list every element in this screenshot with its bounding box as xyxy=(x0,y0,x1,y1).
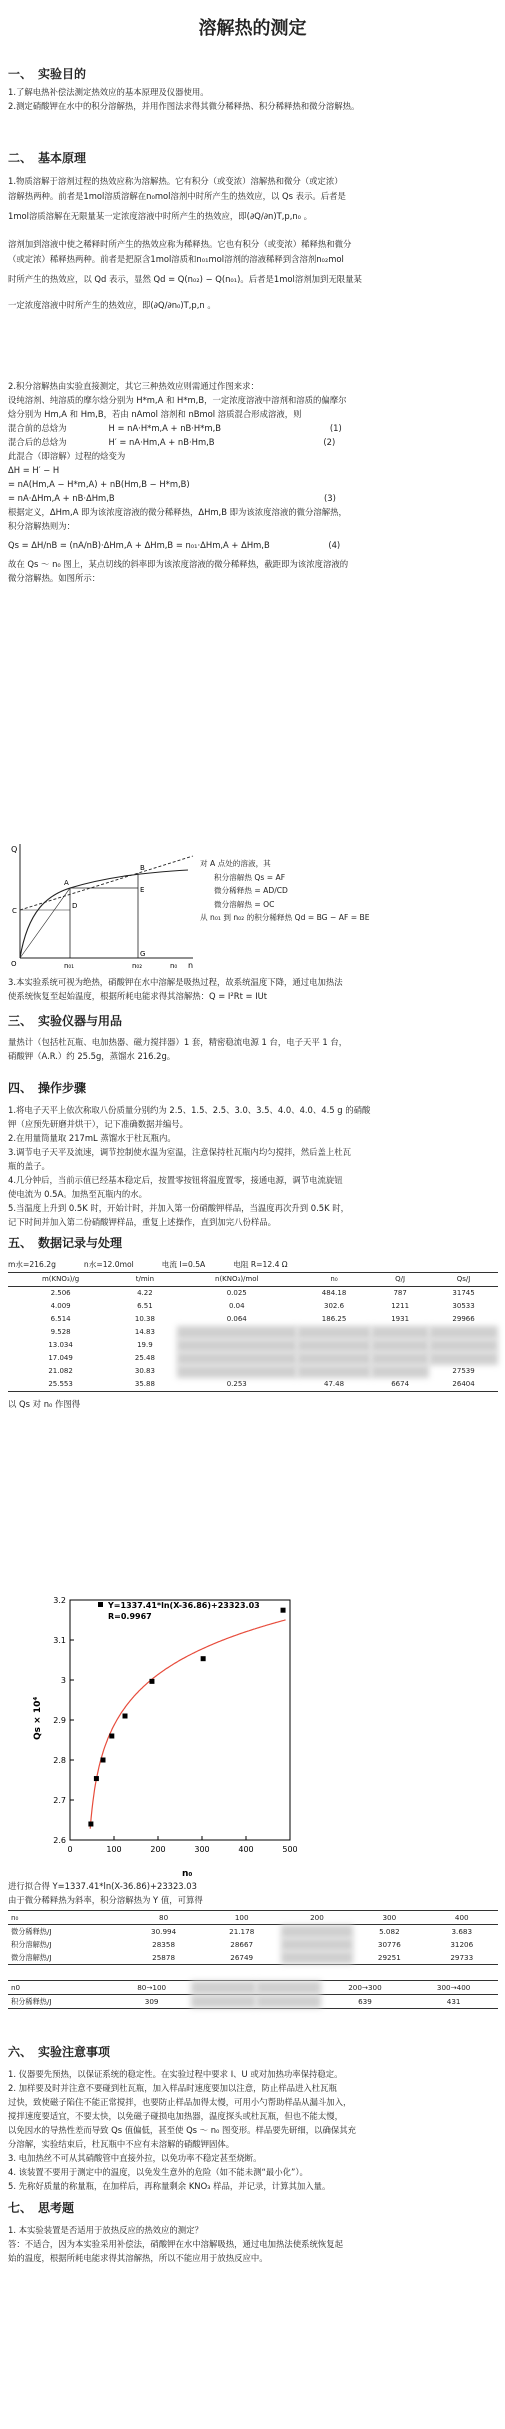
procedure-line: 使电流为 0.5A。加热至瓦瓶内的水。 xyxy=(8,1189,147,1199)
table-cell: 0.025 xyxy=(226,1289,247,1297)
table-cell: 4.22 xyxy=(137,1289,153,1297)
procedure-line: 3.调节电子天平及流速，调节控制使水温为室温，注意保持杜瓦瓶内均匀搅拌，然后盖上杜瓦 xyxy=(8,1147,351,1157)
table-cell: 0.04 xyxy=(228,1302,245,1310)
column-header: 200→300 xyxy=(348,1983,382,1992)
table-cell xyxy=(281,1951,353,1965)
table-cell: 0.064 xyxy=(226,1315,247,1323)
chord-oa xyxy=(20,888,70,958)
table-cell: 17.049 xyxy=(48,1354,73,1362)
notes-line: 3. 电加热丝不可从其硝酸管中直接外拉，以免功率不稳定甚至烧断。 xyxy=(8,2153,262,2163)
diagram-label-b: B xyxy=(140,864,145,872)
tangent-line xyxy=(20,856,193,910)
principle-line: ΔH = H′ − H xyxy=(8,465,60,475)
table-row xyxy=(8,1339,498,1352)
x-tick-label: 0 xyxy=(67,1845,73,1854)
measurement-conditions xyxy=(8,1258,498,1271)
notes-line: 1. 仪器要先预热，以保证系统的稳定性。在实验过程中要求 I、U 或对加热功率保持稳定。 xyxy=(8,2069,343,2079)
table-cell: 26404 xyxy=(452,1380,475,1388)
column-header: 100 xyxy=(234,1913,249,1922)
table-cell: 26749 xyxy=(230,1953,254,1962)
section-heading-purpose: 一、 实验目的 xyxy=(8,67,87,81)
table-cell: 431 xyxy=(446,1997,461,2006)
diagram-label-e: E xyxy=(140,886,145,894)
column-header: 200 xyxy=(310,1913,324,1922)
y-tick-label: 3.2 xyxy=(53,1596,66,1605)
column-header: Q/J xyxy=(395,1275,406,1283)
principle-line: 积分溶解热则为： xyxy=(8,521,75,531)
notes-line: 以免因水的导热性差而导致 Qs 值偏低，甚至使 Qs ～ n₀ 图变形。样品要先研细，以确保其充 xyxy=(8,2125,357,2135)
table-cell xyxy=(177,1365,297,1378)
principle-line: 设纯溶剂、纯溶质的摩尔焓分别为 H*m,A 和 H*m,B，一定浓度溶液中溶剂和溶质的偏摩尔 xyxy=(8,395,347,405)
table-cell: 484.18 xyxy=(321,1289,347,1297)
table-row xyxy=(8,1925,498,1939)
instruments-line: 量热计（包括杜瓦瓶、电加热器、磁力搅拌器）1 套，精密稳流电源 1 台，电子天平 1 台， xyxy=(8,1037,348,1047)
table-cell: 21.178 xyxy=(229,1927,255,1936)
condition-resistance: 电阻 R=12.4 Ω xyxy=(233,1260,288,1269)
chart-y-label: Qs × 10⁴ xyxy=(33,1696,43,1740)
table-cell: 积分稀释热/J xyxy=(11,1997,52,2006)
diagram-label-n01: n₀₁ xyxy=(64,962,75,970)
x-tick-label: 200 xyxy=(150,1845,166,1854)
table-cell xyxy=(177,1326,297,1339)
notes-line: 分溶解，实验结束后，杜瓦瓶中不应有未溶解的硝酸钾固体。 xyxy=(8,2139,235,2149)
table-row xyxy=(8,1300,498,1313)
legend-marker xyxy=(98,1602,103,1607)
table-cell: 微分稀释热/J xyxy=(11,1927,52,1936)
table-header-row xyxy=(8,1273,498,1287)
table-cell: 3.683 xyxy=(451,1927,473,1936)
column-header: 400 xyxy=(454,1913,469,1922)
x-tick-label: 300 xyxy=(194,1845,210,1854)
y-tick-label: 3.1 xyxy=(53,1636,66,1645)
procedure-line: 4.几分钟后，当前示值已经基本稳定后，按置零按钮将温度置零，接通电源，调节电流旋钮 xyxy=(8,1175,343,1185)
column-header: 80→100 xyxy=(137,1983,167,1992)
principle-line: 焓分别为 Hm,A 和 Hm,B，若由 nAmol 溶剂和 nBmol 溶质混合形成溶液，则 xyxy=(8,409,302,419)
notes-line: 2. 加样要及时并注意不要碰到杜瓦瓶，加入样品时速度要加以注意，防止样品进入杜瓦瓶 xyxy=(8,2083,337,2093)
legend-line: 从 n₀₁ 到 n₀₂ 的积分稀释热 Qd = BG − AF = BE xyxy=(200,913,370,922)
y-tick-label: 3 xyxy=(60,1676,66,1685)
column-header: m(KNO₃)/g xyxy=(41,1275,80,1283)
table-cell: 2.506 xyxy=(50,1289,71,1297)
principle-line: 时所产生的热效应，以 Qd 表示，显然 Qd = Q(n₀₂) − Q(n₀₁)。后者是1mol溶剂加到无限量某 xyxy=(8,274,362,284)
table-cell: 积分溶解热/J xyxy=(11,1940,52,1949)
column-header: n₀ xyxy=(11,1913,19,1922)
procedure-text xyxy=(8,1104,496,1230)
data-point xyxy=(101,1758,106,1763)
principle-text-3 xyxy=(8,976,496,1004)
table-cell: 30.994 xyxy=(151,1927,177,1936)
table-cell: 31745 xyxy=(452,1289,475,1297)
table-row xyxy=(8,1326,498,1339)
data-point xyxy=(109,1734,114,1739)
table-cell: 21.082 xyxy=(48,1367,73,1375)
table-row xyxy=(8,1378,498,1392)
table-row xyxy=(8,1938,498,1951)
fit-r-label: R=0.9967 xyxy=(108,1612,152,1621)
qs-curve xyxy=(20,870,188,958)
y-tick-label: 2.7 xyxy=(53,1796,66,1805)
derived-heat-table xyxy=(8,1910,498,1965)
condition-current: 电流 I=0.5A xyxy=(161,1260,206,1269)
condition-water-mol: n水=12.0mol xyxy=(83,1260,134,1269)
diagram-label-o: O xyxy=(11,960,17,968)
questions-text xyxy=(8,2224,496,2266)
table-header-row xyxy=(8,1911,498,1925)
instruments-text xyxy=(8,1036,496,1064)
equation-3: = nA·ΔHm,A + nB·ΔHm,B (3) xyxy=(8,493,336,503)
notes-line: 5. 先称好质量的称量瓶，在加样后，再称量剩余 KNO₃ 样品，并记录，计算其加入量。 xyxy=(8,2181,331,2191)
column-header: n(KNO₃)/mol xyxy=(215,1275,259,1283)
table-cell: 微分溶解热/J xyxy=(11,1953,52,1962)
data-point xyxy=(94,1776,99,1781)
y-tick-label: 2.8 xyxy=(53,1756,66,1765)
table-cell: 0.253 xyxy=(226,1380,247,1388)
question-line: 1. 本实验装置是否适用于放热反应的热效应的测定？ xyxy=(8,2225,203,2235)
diagram-label-g: G xyxy=(140,950,146,958)
table-cell: 27539 xyxy=(452,1367,475,1375)
column-header: 300 xyxy=(382,1913,397,1922)
plot-frame xyxy=(70,1600,290,1840)
table-cell xyxy=(177,1352,297,1365)
principle-line: 1mol溶质溶解在无限量某一定浓度溶液中时所产生的热效应，即(∂Q/∂n)T,p,n₀ 。 xyxy=(8,211,313,221)
column-header xyxy=(256,1981,321,1995)
table-cell: 47.48 xyxy=(324,1380,345,1388)
principle-line: 此混合（即溶解）过程的焓变为 xyxy=(8,451,126,461)
table-cell xyxy=(371,1365,429,1378)
table-cell xyxy=(191,1995,256,2009)
chart-fit-curve xyxy=(90,1620,285,1829)
x-tick-label: 500 xyxy=(282,1845,298,1854)
table-cell xyxy=(429,1326,498,1339)
table-row xyxy=(8,1995,498,2009)
notes-line: 4. 该装置不要用于测定中的温度，以免发生意外的危险（如不能未测“最小化”）。 xyxy=(8,2167,308,2177)
legend-line: 对 A 点处的溶液，其 xyxy=(200,859,271,868)
table-cell: 302.6 xyxy=(324,1302,345,1310)
purpose-line: 1.了解电热补偿法测定热效应的基本原理及仪器使用。 xyxy=(8,87,209,97)
table-cell xyxy=(371,1326,429,1339)
table-cell xyxy=(281,1925,353,1939)
table-cell xyxy=(297,1365,371,1378)
section-heading-data: 五、 数据记录与处理 xyxy=(8,1236,123,1250)
procedure-line: 记下时间并加入第二份硝酸钾样品，重复上述操作，直到加完八份样品。 xyxy=(8,1217,276,1227)
table-row xyxy=(8,1313,498,1326)
diagram-legend xyxy=(200,858,500,926)
principle-line: 使系统恢复至起始温度，根据所耗电能求得其溶解热：Q = I²Rt = IUt xyxy=(8,991,268,1001)
table-cell: 35.88 xyxy=(134,1380,155,1388)
notes-text xyxy=(8,2068,496,2194)
principle-line: 微分溶解热。如图所示： xyxy=(8,573,101,583)
principle-line: 3.本实验系统可视为绝热，硝酸钾在水中溶解是吸热过程，故系统温度下降，通过电加热法 xyxy=(8,977,343,987)
principle-line: 故在 Qs ～ n₀ 图上，某点切线的斜率即为该浓度溶液的微分稀释热，截距即为该浓度溶液的 xyxy=(8,559,349,569)
diagram-label-d: D xyxy=(72,902,78,910)
table-cell xyxy=(256,1995,321,2009)
diagram-label-n0: n₀ xyxy=(170,962,178,970)
diagram-label-c: C xyxy=(12,907,17,915)
fit-line: 进行拟合得 Y=1337.41*ln(X-36.86)+23323.03 xyxy=(8,1881,197,1891)
table-cell: 29966 xyxy=(452,1315,475,1323)
table-cell: 13.034 xyxy=(48,1341,73,1349)
y-tick-label: 2.9 xyxy=(53,1716,66,1725)
table-cell: 25.553 xyxy=(48,1380,73,1388)
solution-heat-diagram xyxy=(8,840,198,972)
equation-1: 混合前的总焓为 H = nA·H*m,A + nB·H*m,B (1) xyxy=(8,423,342,433)
column-header: 300→400 xyxy=(436,1983,471,1992)
table-cell: 14.83 xyxy=(134,1328,155,1336)
table-cell: 1931 xyxy=(391,1315,410,1323)
x-tick-label: 400 xyxy=(238,1845,254,1854)
principle-line: 2.积分溶解热由实验直接测定，其它三种热效应则需通过作图来求： xyxy=(8,381,259,391)
procedure-line: 1.将电子天平上依次称取八份质量分别约为 2.5、1.5、2.5、3.0、3.5、4.0、4.0、4.5 g 的硝酸 xyxy=(8,1105,371,1115)
table-cell: 31206 xyxy=(450,1940,474,1949)
page-title: 溶解热的测定 xyxy=(198,18,307,39)
table-row xyxy=(8,1365,498,1378)
notes-line: 搅拌速度要适宜，不要太快，以免磁子碰损电加热器，温度探头或杜瓦瓶，但也不能太慢， xyxy=(8,2111,343,2121)
condition-water-mass: m水=216.2g xyxy=(8,1260,56,1269)
fit-text xyxy=(8,1880,496,1908)
principle-text-2 xyxy=(8,380,496,586)
purpose-line: 2.测定硝酸钾在水中的积分溶解热，并用作图法求得其微分稀释热、积分稀释热和微分溶解热。 xyxy=(8,101,360,111)
diagram-label-n02: n₀₂ xyxy=(132,962,143,970)
table-cell xyxy=(297,1339,371,1352)
column-header: t/min xyxy=(135,1275,155,1283)
diagram-axis-q: Q xyxy=(11,845,18,854)
data-point xyxy=(201,1656,206,1661)
table-cell: 787 xyxy=(393,1289,407,1297)
section-heading-questions: 七、 思考题 xyxy=(8,2201,75,2215)
table-cell xyxy=(297,1326,371,1339)
table-cell: 28667 xyxy=(230,1940,254,1949)
table-cell: 29733 xyxy=(450,1953,474,1962)
table-cell xyxy=(429,1339,498,1352)
answer-line: 答：不适合，因为本实验采用补偿法，硝酸钾在水中溶解吸热，通过电加热法使系统恢复起 xyxy=(8,2239,343,2249)
procedure-line: 2.在用量筒量取 217mL 蒸馏水于杜瓦瓶内。 xyxy=(8,1133,176,1143)
principle-line: = nA(Hm,A − H*m,A) + nB(Hm,B − H*m,B) xyxy=(8,479,190,489)
diagram-label-a: A xyxy=(64,879,69,887)
diagram-axis-n: n xyxy=(188,961,194,970)
data-point xyxy=(123,1714,128,1719)
table-cell: 6.514 xyxy=(50,1315,71,1323)
principle-line: （或定浓）稀释热两种。前者是把原含1mol溶质和n₀₁mol溶剂的溶液稀释到含溶剂n₀₂mol xyxy=(8,254,344,264)
table-cell xyxy=(371,1339,429,1352)
table-header-row xyxy=(8,1981,498,1995)
purpose-text xyxy=(8,86,496,114)
table-cell: 30776 xyxy=(377,1940,401,1949)
column-header: n₀ xyxy=(330,1275,338,1283)
table-cell: 28358 xyxy=(152,1940,176,1949)
y-tick-label: 2.6 xyxy=(53,1836,66,1845)
column-header: Qs/J xyxy=(456,1275,471,1283)
legend-line: 积分溶解热 Qs = AF xyxy=(214,872,286,882)
table-cell xyxy=(281,1938,353,1951)
table-cell: 4.009 xyxy=(50,1302,71,1310)
instruments-line: 硝酸钾（A.R.）约 25.5g，蒸馏水 216.2g。 xyxy=(8,1051,176,1061)
notes-line: 过快，致使磁子陷住不能正常搅拌，也要防止样品加得太慢，可用小勺帮助样品从漏斗加入， xyxy=(8,2097,352,2107)
table-cell: 6.51 xyxy=(137,1302,153,1310)
data-table xyxy=(8,1272,498,1392)
answer-line: 始的温度，根据所耗电能求得其溶解热，所以不能应用于放热反应中。 xyxy=(8,2253,268,2263)
column-header: n0 xyxy=(11,1983,21,1992)
equation-2: 混合后的总焓为 H′ = nA·Hm,A + nB·Hm,B (2) xyxy=(8,437,336,447)
table-cell: 639 xyxy=(358,1997,372,2006)
table-cell: 1211 xyxy=(391,1302,410,1310)
table-cell: 19.9 xyxy=(137,1341,153,1349)
table-cell: 30.83 xyxy=(134,1367,155,1375)
table-cell: 309 xyxy=(144,1997,159,2006)
procedure-line: 瓶的盖子。 xyxy=(8,1161,50,1171)
table-cell xyxy=(371,1352,429,1365)
procedure-line: 5.当温度上升到 0.5K 时，开始计时，并加入第一份硝酸钾样品，当温度再次升到 0.5K 时， xyxy=(8,1203,350,1213)
chart-axes xyxy=(53,1596,297,1854)
column-header xyxy=(191,1981,256,1995)
fit-equation-label: Y=1337.41*ln(X-36.86)+23323.03 xyxy=(108,1601,260,1610)
table-cell: 5.082 xyxy=(379,1927,400,1936)
table-row xyxy=(8,1352,498,1365)
chart-intro: 以 Qs 对 n₀ 作图得 xyxy=(8,1399,81,1409)
principle-line: 溶解热两种。前者是1mol溶质溶解在n₀mol溶剂中时所产生的热效应，以 Qs 表示。后者是 xyxy=(8,191,346,201)
table-row xyxy=(8,1287,498,1301)
section-heading-notes: 六、 实验注意事项 xyxy=(8,2045,111,2059)
data-point xyxy=(281,1608,286,1613)
table-cell: 6674 xyxy=(391,1380,410,1388)
table-cell: 186.25 xyxy=(321,1315,347,1323)
data-point xyxy=(88,1822,93,1827)
column-header: 80 xyxy=(159,1913,169,1922)
data-point xyxy=(149,1679,154,1684)
procedure-line: 钾（应预先研磨并烘干），记下准确数据并编号。 xyxy=(8,1119,189,1129)
table-cell xyxy=(297,1352,371,1365)
principle-line: 根据定义，ΔHm,A 即为该浓度溶液的微分稀释热，ΔHm,B 即为该浓度溶液的微分溶解热， xyxy=(8,507,347,517)
x-tick-label: 100 xyxy=(106,1845,122,1854)
legend-line: 微分稀释热 = AD/CD xyxy=(214,886,288,895)
principle-line: 1.物质溶解于溶剂过程的热效应称为溶解热。它有积分（或变浓）溶解热和微分（或定浓） xyxy=(8,176,343,186)
qs-vs-n0-chart xyxy=(28,1580,318,1880)
chart-x-label: n₀ xyxy=(182,1869,193,1879)
table-cell: 25.48 xyxy=(134,1354,155,1362)
fit-line: 由于微分稀释热为斜率，积分溶解热为 Y 值，可算得 xyxy=(8,1895,203,1905)
table-cell: 29251 xyxy=(377,1953,401,1962)
principle-line: 一定浓度溶液中时所产生的热效应，即(∂Q/∂n₀)T,p,n 。 xyxy=(8,300,216,310)
table-cell: 9.528 xyxy=(50,1328,71,1336)
table-cell: 10.38 xyxy=(134,1315,155,1323)
table-row xyxy=(8,1951,498,1965)
table-cell: 30533 xyxy=(452,1302,475,1310)
table-cell xyxy=(429,1352,498,1365)
table-cell: 25878 xyxy=(152,1953,176,1962)
legend-line: 微分溶解热 = OC xyxy=(214,899,275,909)
fit-curve xyxy=(90,1620,285,1829)
principle-line: 溶剂加到溶液中使之稀释时所产生的热效应称为稀释热。它也有积分（或变浓）稀释热和微分 xyxy=(8,239,352,249)
table-cell xyxy=(177,1339,297,1352)
section-heading-procedure: 四、 操作步骤 xyxy=(8,1081,87,1095)
section-heading-principle: 二、 基本原理 xyxy=(8,151,87,165)
section-heading-instruments: 三、 实验仪器与用品 xyxy=(8,1014,123,1028)
principle-text-1 xyxy=(8,174,496,313)
dilution-heat-table xyxy=(8,1980,498,2009)
equation-4: Qs = ΔH/nB = (nA/nB)·ΔHm,A + ΔHm,B = n₀₁·ΔHm,A + ΔHm,B (4) xyxy=(8,540,341,550)
